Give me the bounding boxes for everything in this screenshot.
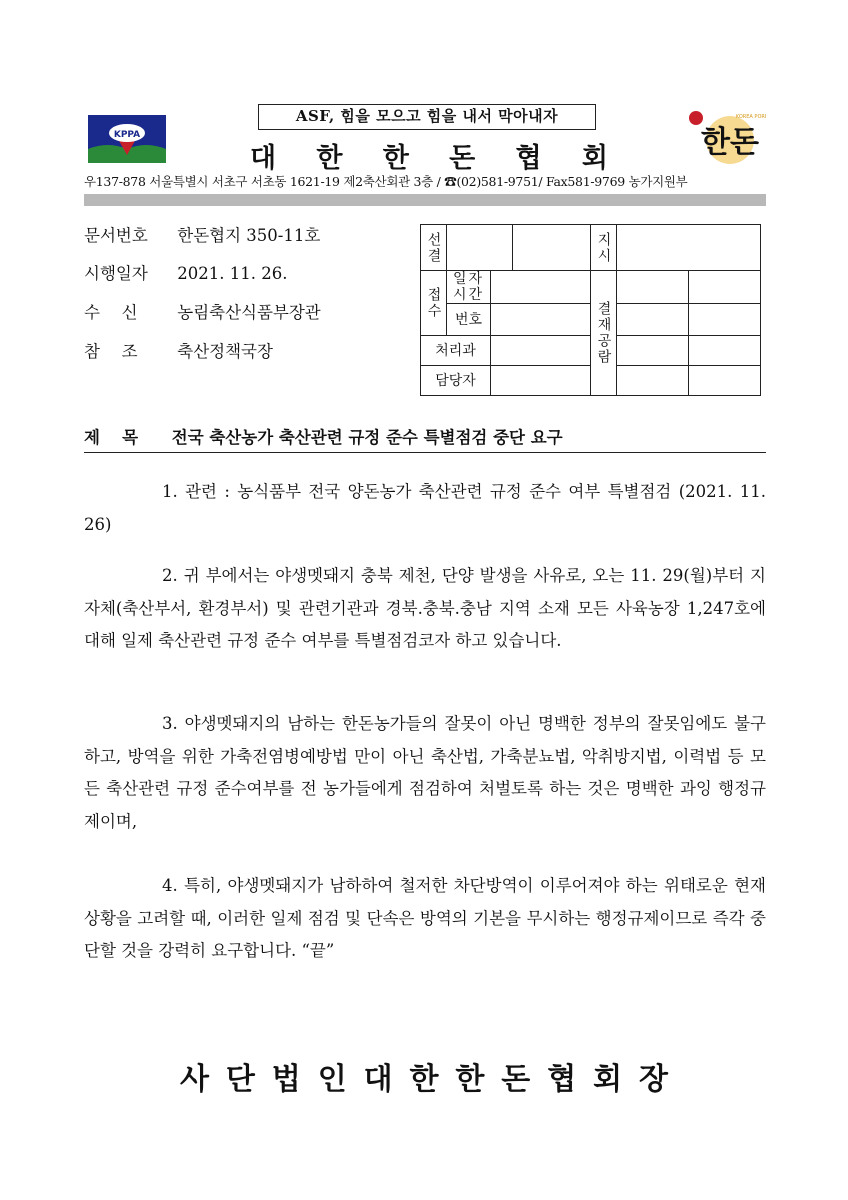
paragraph-1-text: 1. 관련 : 농식품부 전국 양돈농가 축산관련 규정 준수 여부 특별점검 (2021. 11. 26): [84, 482, 766, 534]
paragraph-3-text: 3. 야생멧돼지의 남하는 한돈농가들의 잘못이 아닌 명백한 정부의 잘못임에도 불구하고, 방역을 위한 가축전염병예방법 만이 아닌 축산법, 가축분뇨법, 악취방지법, 이력법 등 모든 축산관련 규정 준수여부를 전 농가들에게 점검하여 처벌토록 하는 것은 명백한 과잉 행정규제이며,: [84, 714, 766, 831]
date-row: [84, 260, 287, 284]
approval-table: [420, 224, 760, 396]
beon-ho-cell: 번호: [447, 304, 491, 336]
header-divider-bar: [84, 194, 766, 206]
handon-logo: [686, 108, 766, 168]
reference-row: [84, 338, 273, 362]
address-line: 우137-878 서울특별시 서초구 서초동 1621-19 제2축산회관 3층 / ☎(02)581-9751/ Fax581-9769 농가지원부: [84, 174, 688, 189]
blank-cell: [491, 271, 591, 304]
blank-cell: [513, 225, 591, 271]
org-title: 대 한 한 돈 협 회: [250, 143, 610, 174]
body-paragraph-4: [84, 870, 766, 968]
subject-text: 전국 축산농가 축산관련 규정 준수 특별점검 중단 요구: [171, 428, 563, 447]
subject-divider: [84, 452, 766, 453]
il-ja-si-gan-cell: [447, 271, 491, 304]
si-gan-label: 시간: [452, 287, 485, 303]
cheori-gwa-cell: 처리과: [421, 336, 491, 366]
blank-cell: [689, 336, 761, 366]
blank-cell: [689, 304, 761, 336]
blank-cell: [491, 304, 591, 336]
handon-logo-sub: KOREA PORK: [735, 114, 766, 120]
date-label: 시행일자: [84, 264, 148, 283]
slogan-box: ASF, 힘을 모으고 힘을 내서 막아내자: [258, 104, 596, 130]
recipient-value: 농림축산식품부장관: [177, 303, 321, 322]
recipient-label: 수 신: [84, 303, 138, 322]
doc-number-value: 한돈협지 350-11호: [177, 226, 321, 245]
doc-number-row: [84, 222, 320, 246]
blank-cell: [491, 336, 591, 366]
blank-cell: [617, 366, 689, 396]
subject-label: 제 목: [84, 428, 139, 447]
ji-si-cell: 지시: [591, 225, 617, 271]
blank-cell: [689, 271, 761, 304]
body-paragraph-1: [84, 476, 766, 541]
blank-cell: [617, 304, 689, 336]
kppa-logo-text: KPPA: [113, 130, 141, 140]
reference-label: 참 조: [84, 342, 138, 361]
paragraph-4-text: 4. 특히, 야생멧돼지가 남하하여 철저한 차단방역이 이루어져야 하는 위태로운 현재 상황을 고려할 때, 이러한 일제 점검 및 단속은 방역의 기본을 무시하는 행정규제이므로 즉각 중단할 것을 강력히 요구합니다. “끝”: [84, 876, 766, 960]
jeop-su-cell: 접수: [421, 271, 447, 336]
body-paragraph-3: [84, 708, 766, 838]
body-paragraph-2: [84, 560, 766, 658]
blank-cell: [617, 271, 689, 304]
date-value: 2021. 11. 26.: [177, 264, 288, 283]
blank-cell: [617, 336, 689, 366]
kppa-logo: [88, 115, 166, 163]
blank-cell: [447, 225, 513, 271]
gyeoljae-gongram-cell: 결재공람: [591, 271, 617, 396]
doc-number-label: 문서번호: [84, 226, 148, 245]
il-ja-label: 일자: [452, 271, 485, 287]
paragraph-2-text: 2. 귀 부에서는 야생멧돼지 충북 제천, 단양 발생을 사유로, 오는 11. 29(월)부터 지자체(축산부서, 환경부서) 및 관련기관과 경북.충북.충남 지역 소재 모든 사육농장 1,247호에 대해 일제 축산관련 규정 준수 여부를 특별점검코자 하고 있습니다.: [84, 566, 766, 650]
seon-gyeol-cell: 선결: [421, 225, 447, 271]
damdang-ja-cell: 담당자: [421, 366, 491, 396]
blank-cell: [491, 366, 591, 396]
handon-logo-text: 한돈: [701, 125, 759, 160]
blank-cell: [617, 225, 761, 271]
blank-cell: [689, 366, 761, 396]
signature: 사 단 법 인 대 한 한 돈 협 회 장: [180, 1062, 668, 1097]
reference-value: 축산정책국장: [177, 342, 273, 361]
recipient-row: [84, 299, 321, 323]
subject-row: [84, 424, 563, 448]
